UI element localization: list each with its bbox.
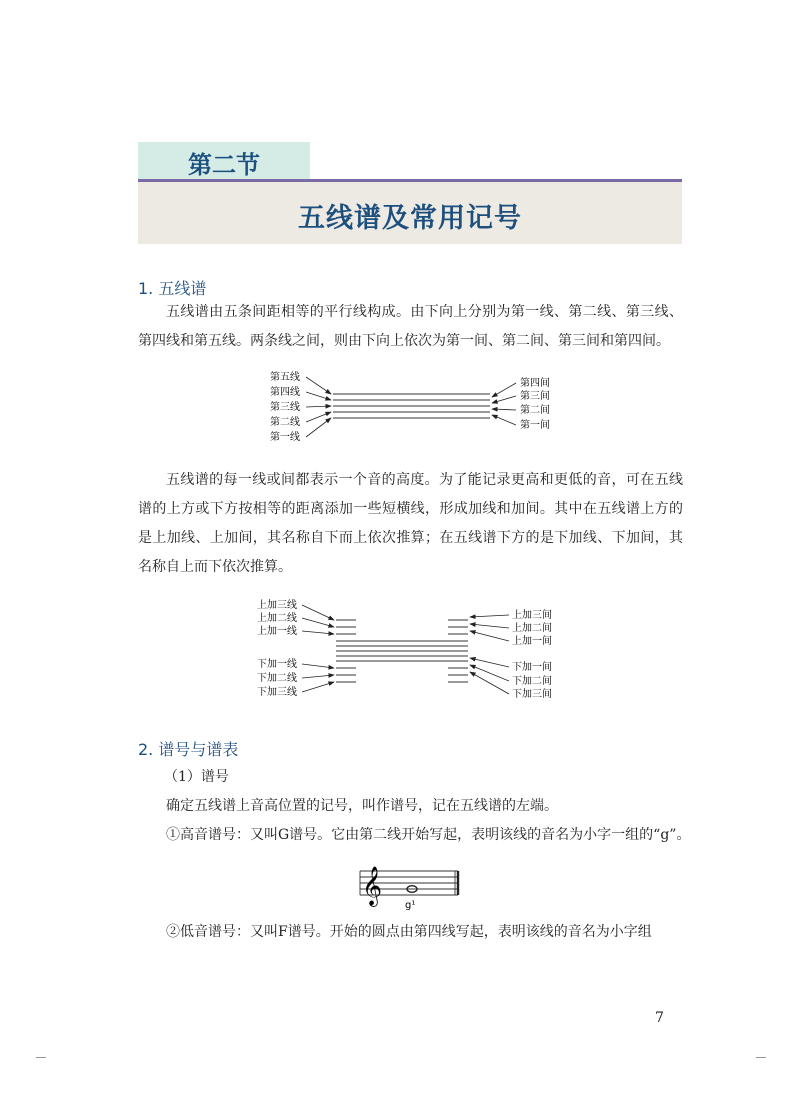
paragraph-treble-clef: ①高音谱号：又叫G谱号。它由第二线开始写起，表明该线的音名为小字一组的“g”。 [166,827,691,843]
label-lower-space-3: 下加三间 [512,689,552,700]
label-lower-line-3: 下加三线 [257,687,297,698]
label-upper-space-3: 上加三间 [512,610,552,621]
label-line-3: 第三线 [270,402,300,413]
label-upper-space-1: 上加一间 [512,636,552,647]
label-upper-line-2: 上加二线 [257,613,297,624]
label-lower-line-1: 下加一线 [257,659,297,670]
label-line-4: 第四线 [270,387,300,398]
paragraph-staff-definition: 五线谱由五条间距相等的平行线构成。由下向上分别为第一线、第二线、第三线、第四线和第五线。两条线之间，则由下向上依次为第一间、第二间、第三间和第四间。 [138,304,683,349]
treble-clef-icon: 𝄞 [362,866,383,906]
section-heading-clef: 2. 谱号与谱表 [138,740,239,759]
paragraph-ledger-lines: 五线谱的每一线或间都表示一个音的高度。为了能记录更高和更低的音，可在五线谱的上方或下方按相等的距离添加一些短横线，形成加线和加间。其中在五线谱上方的是上加线、上加间，其名称自下而上依次推算；在五线谱下方的是下加线、下加间，其名称自上而下依次推算。 [138,472,683,575]
label-upper-line-1: 上加一线 [257,626,297,637]
label-lower-space-2: 下加二间 [512,676,552,687]
label-space-1: 第一间 [520,420,550,431]
label-lower-line-2: 下加二线 [257,673,297,684]
label-space-2: 第二间 [520,405,550,416]
label-lower-space-1: 下加一间 [512,662,552,673]
section-heading-staff: 1. 五线谱 [138,279,207,298]
label-space-3: 第三间 [520,391,550,402]
page-number: 7 [655,1010,664,1026]
label-space-4: 第四间 [520,378,550,389]
label-upper-line-3: 上加三线 [257,600,297,611]
label-line-1: 第一线 [270,432,300,443]
crop-mark-left [36,1057,46,1058]
section-label: 第二节 [188,151,260,179]
crop-mark-right [756,1057,766,1058]
label-line-2: 第二线 [270,417,300,428]
paragraph-clef-definition: 确定五线谱上音高位置的记号，叫作谱号，记在五线谱的左端。 [166,798,558,814]
subheading-clef: （1）谱号 [164,769,229,785]
label-upper-space-2: 上加二间 [512,623,552,634]
label-line-5: 第五线 [270,372,300,383]
page-title: 五线谱及常用记号 [298,203,522,234]
note-label-g1: g¹ [405,900,416,911]
paragraph-bass-clef: ②低音谱号：又叫F谱号。开始的圆点由第四线写起，表明该线的音名为小字组 [166,924,652,940]
